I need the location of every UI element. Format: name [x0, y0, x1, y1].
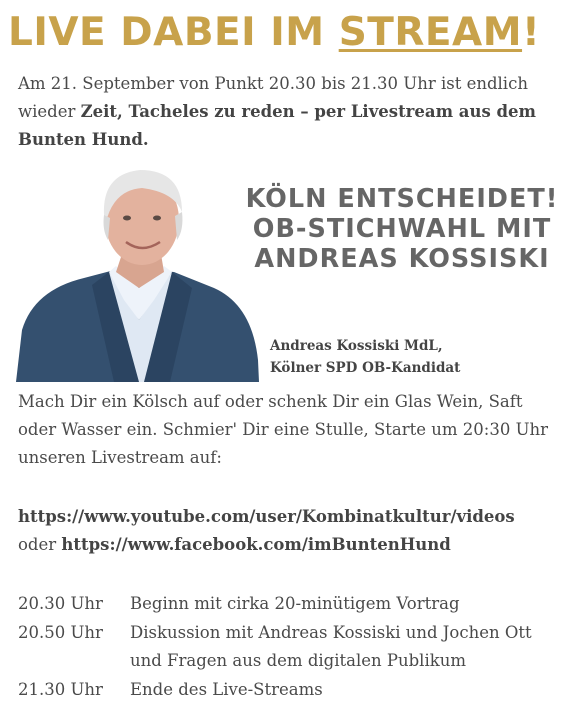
- intro-line-2-plain: wieder: [18, 102, 81, 121]
- schedule-row: [18, 676, 563, 705]
- schedule-desc: Ende des Live-Streams: [130, 679, 323, 699]
- promo-title-line-1: KÖLN ENTSCHEIDET!: [245, 184, 559, 214]
- headline: [8, 8, 568, 58]
- headline-text-stream: STREAM: [338, 10, 523, 55]
- body-line-1: Mach Dir ein Kölsch auf oder schenk Dir ein Glas Wein, Saft: [18, 392, 523, 411]
- schedule-time: 20.30 Uhr: [18, 594, 103, 613]
- intro-line-1: Am 21. September von Punkt 20.30 bis 21.30 Uhr ist endlich: [18, 74, 528, 93]
- photo-eye-right: [153, 216, 161, 221]
- schedule-desc: [130, 619, 563, 676]
- body-paragraph: [18, 388, 563, 472]
- schedule: [18, 590, 563, 704]
- promo-title-line-3: ANDREAS KOSSISKI: [254, 244, 550, 274]
- schedule-row: [18, 590, 563, 619]
- body-line-2: oder Wasser ein. Schmier' Dir eine Stulle, Starte um 20:30 Uhr: [18, 420, 548, 439]
- promo-title-line-2: OB-STICHWAHL MIT: [252, 214, 552, 244]
- body-line-3: unseren Livestream auf:: [18, 448, 222, 467]
- schedule-row: [18, 619, 563, 676]
- schedule-time: 20.50 Uhr: [18, 622, 103, 642]
- candidate-photo: [14, 160, 259, 382]
- caption-line-1: Andreas Kossiski MdL,: [270, 338, 443, 354]
- headline-text-exclaim: !: [522, 10, 541, 55]
- schedule-desc-line-2: und Fragen aus dem digitalen Publikum: [130, 651, 467, 670]
- headline-text-1: LIVE DABEI IM: [8, 10, 339, 55]
- caption-line-2: Kölner SPD OB-Kandidat: [270, 360, 461, 376]
- stream-links: [18, 503, 563, 559]
- promo-graphic: [14, 160, 559, 385]
- schedule-desc-line-1: Diskussion mit Andreas Kossiski und Jochen Ott: [130, 622, 532, 642]
- schedule-time: 21.30 Uhr: [18, 679, 103, 699]
- facebook-link[interactable]: https://www.facebook.com/imBuntenHund: [61, 535, 451, 554]
- youtube-link[interactable]: https://www.youtube.com/user/Kombinatkultur/videos: [18, 507, 515, 526]
- intro-line-3-bold: Bunten Hund.: [18, 130, 149, 149]
- intro-line-3: [18, 126, 563, 154]
- or-label: oder: [18, 535, 62, 554]
- intro-line-2: [18, 98, 563, 126]
- photo-caption: [270, 335, 460, 379]
- intro-paragraph: [18, 70, 563, 154]
- promo-title: [242, 184, 562, 274]
- schedule-desc: Beginn mit cirka 20-minütigem Vortrag: [130, 594, 460, 613]
- intro-line-2-bold: Zeit, Tacheles zu reden – per Livestream aus dem: [80, 102, 536, 121]
- photo-eye-left: [123, 216, 131, 221]
